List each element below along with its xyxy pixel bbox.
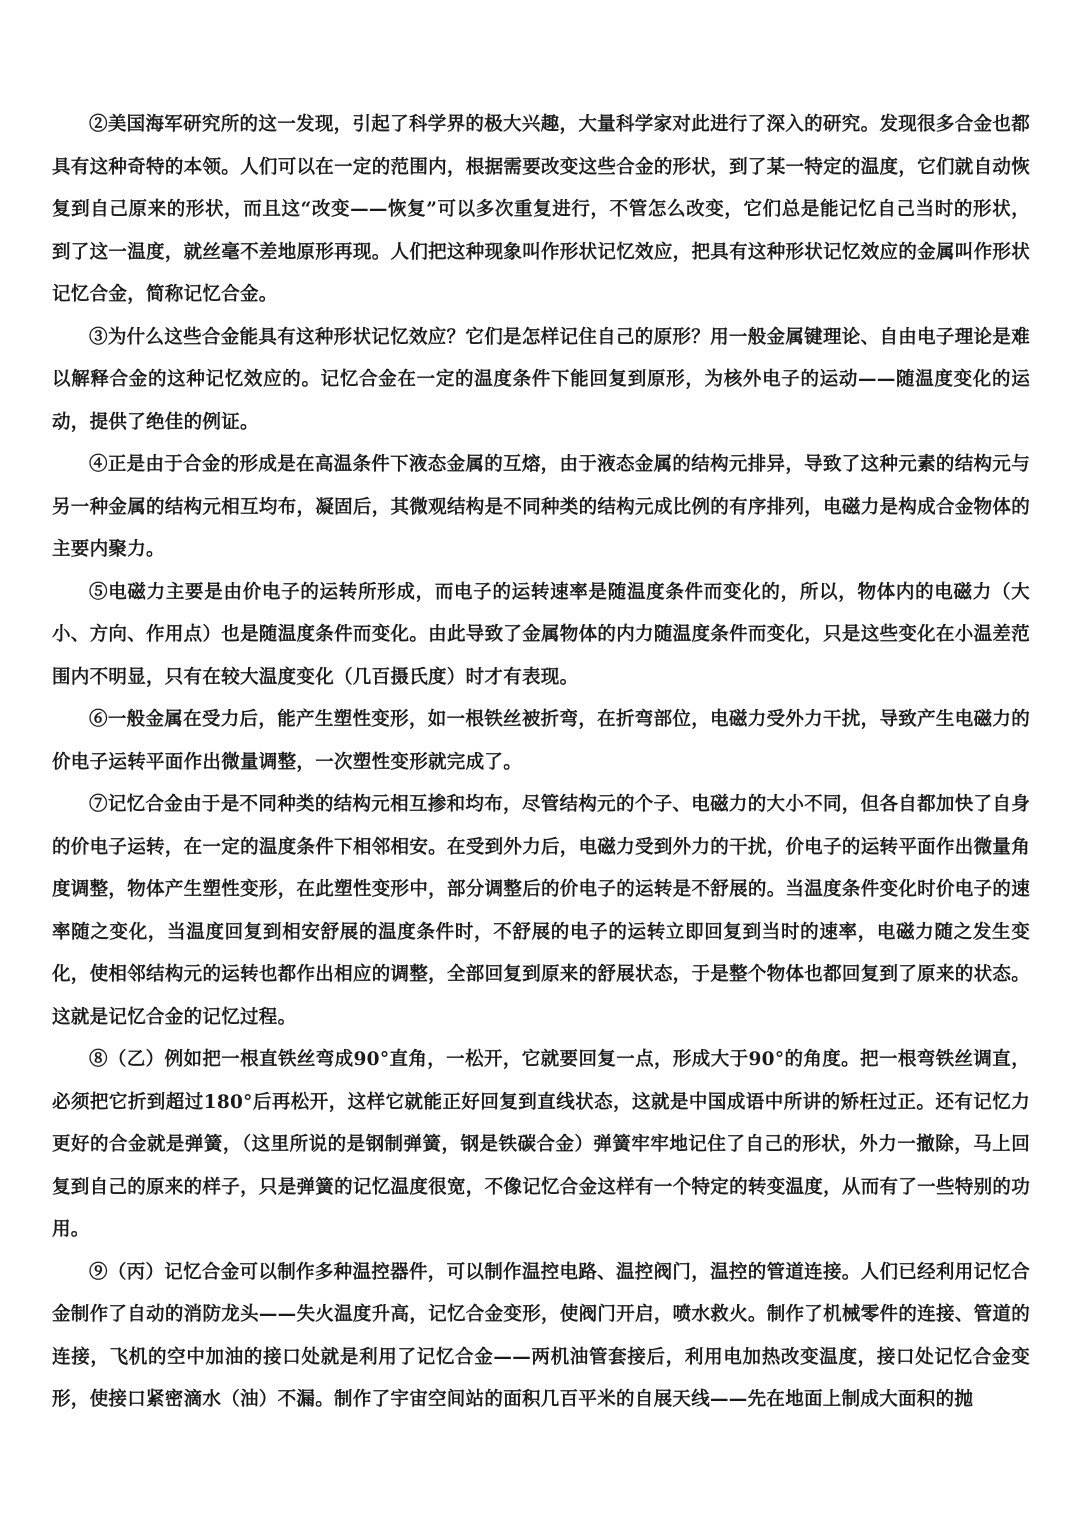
paragraph-2: ②美国海军研究所的这一发现，引起了科学界的极大兴趣，大量科学家对此进行了深入的研究。发现很多合金也都具有这种奇特的本领。人们可以在一定的范围内，根据需要改变这些合金的形状，到了某一特定的温度，它们就自动恢复到自己原来的形状，而且这“改变——恢复”可以多次重复进行，不管怎么改变，它们总是能记忆自己当时的形状，到了这一温度，就丝毫不差地原形再现。人们把这种现象叫作形状记忆效应，把具有这种形状记忆效应的金属叫作形状记忆合金，简称记忆合金。 [52, 114, 1030, 305]
paragraph-7: ⑦记忆合金由于是不同种类的结构元相互掺和均布，尽管结构元的个子、电磁力的大小不同，但各自都加快了自身的价电子运转，在一定的温度条件下相邻相安。在受到外力后，电磁力受到外力的干扰，价电子的运转平面作出微量角度调整，物体产生塑性变形，在此塑性变形中，部分调整后的价电子的运转是不舒展的。当温度条件变化时价电子的速率随之变化，当温度回复到相安舒展的温度条件时，不舒展的电子的运转立即回复到当时的速率，电磁力随之发生变化，使相邻结构元的运转也都作出相应的调整，全部回复到原来的舒展状态，于是整个物体也都回复到了原来的状态。这就是记忆合金的记忆过程。 [52, 794, 1030, 1028]
paragraph-3: ③为什么这些合金能具有这种形状记忆效应？它们是怎样记住自己的原形？用一般金属键理论、自由电子理论是难以解释合金的这种记忆效应的。记忆合金在一定的温度条件下能回复到原形，为核外电子的运动——随温度变化的运动，提供了绝佳的例证。 [52, 326, 1030, 433]
paragraph-4: ④正是由于合金的形成是在高温条件下液态金属的互熔，由于液态金属的结构元排异，导致了这种元素的结构元与另一种金属的结构元相互均布，凝固后，其微观结构是不同种类的结构元成比例的有序排列，电磁力是构成合金物体的主要内聚力。 [52, 454, 1030, 560]
paragraph-9: ⑨（丙）记忆合金可以制作多种温控器件，可以制作温控电路、温控阀门，温控的管道连接。人们已经利用记忆合金制作了自动的消防龙头——失火温度升高，记忆合金变形，使阀门开启，喷水救火。制作了机械零件的连接、管道的连接，飞机的空中加油的接口处就是利用了记忆合金——两机油管套接后，利用电加热改变温度，接口处记忆合金变形，使接口紧密滴水（油）不漏。制作了宇宙空间站的面积几百平米的自展天线——先在地面上制成大面积的抛 [52, 1261, 1030, 1410]
article-body [52, 104, 1030, 1422]
paragraph-5: ⑤电磁力主要是由价电子的运转所形成，而电子的运转速率是随温度条件而变化的，所以，物体内的电磁力（大小、方向、作用点）也是随温度条件而变化。由此导致了金属物体的内力随温度条件而变化，只是这些变化在小温差范围内不明显，只有在较大温度变化（几百摄氏度）时才有表现。 [52, 581, 1030, 688]
paragraph-6: ⑥一般金属在受力后，能产生塑性变形，如一根铁丝被折弯，在折弯部位，电磁力受外力干扰，导致产生电磁力的价电子运转平面作出微量调整，一次塑性变形就完成了。 [52, 709, 1030, 773]
paragraph-8: ⑧（乙）例如把一根直铁丝弯成90°直角，一松开，它就要回复一点，形成大于90°的角度。把一根弯铁丝调直，必须把它折到超过180°后再松开，这样它就能正好回复到直线状态，这就是中国成语中所讲的矫枉过正。还有记忆力更好的合金就是弹簧，（这里所说的是钢制弹簧，钢是铁碳合金）弹簧牢牢地记住了自己的形状，外力一撤除，马上回复到自己的原来的样子，只是弹簧的记忆温度很宽，不像记忆合金这样有一个特定的转变温度，从而有了一些特别的功用。 [52, 1049, 1030, 1240]
